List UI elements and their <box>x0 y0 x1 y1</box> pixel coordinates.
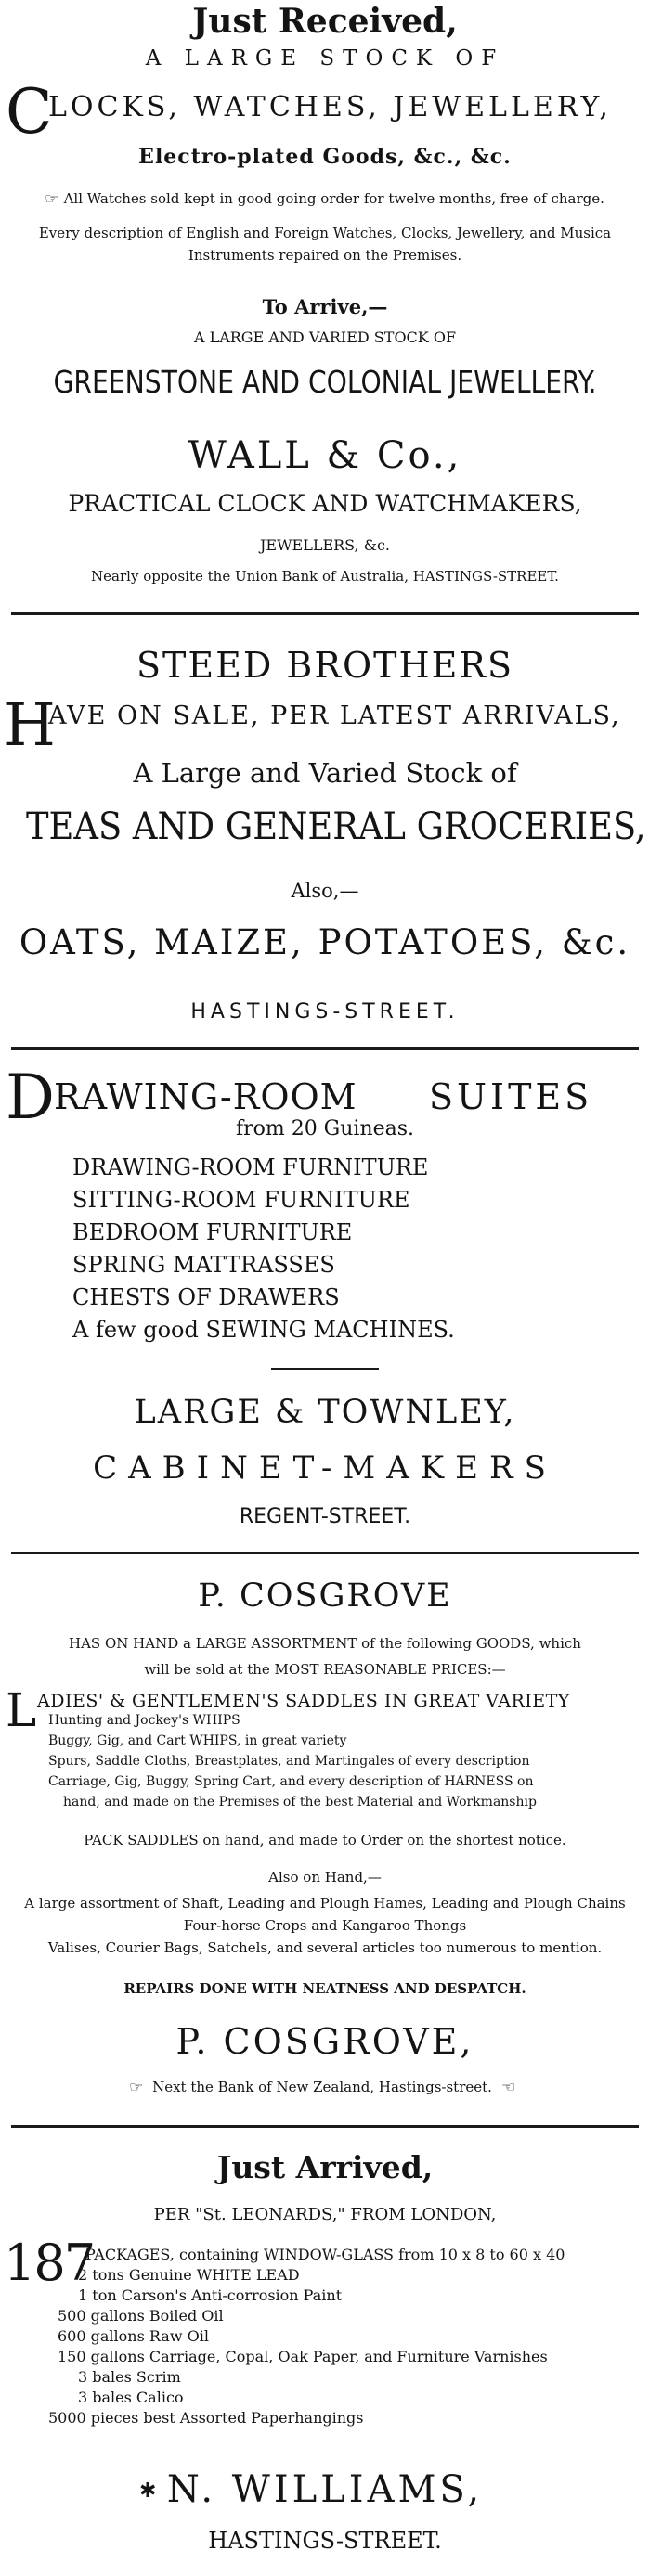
drop-cap-d: D <box>6 1062 55 1133</box>
williams-item: 500 gallons Boiled Oil <box>58 2307 224 2325</box>
repair-line-1: Every description of English and Foreign Watches, Clocks, Jewellery, and Musica <box>38 225 612 241</box>
williams-item: 3 bales Scrim <box>78 2368 181 2386</box>
also-on-hand-line: Also on Hand,— <box>268 1869 382 1886</box>
repairs-line: REPAIRS DONE WITH NEATNESS AND DESPATCH. <box>124 1980 526 1997</box>
drop-cap-c: C <box>6 76 53 148</box>
williams-street-line: HASTINGS-STREET. <box>208 2528 442 2554</box>
furniture-list-item: DRAWING-ROOM FURNITURE <box>72 1154 429 1180</box>
column-rule <box>11 2125 639 2128</box>
williams-item: 1 ton Carson's Anti-corrosion Paint <box>78 2286 343 2304</box>
cosgrove-list-item: Buggy, Gig, and Cart WHIPS, in great variety <box>48 1733 347 1748</box>
drop-cap-l: L <box>6 1683 37 1737</box>
williams-firm-name: N. WILLIAMS, <box>166 2468 484 2511</box>
cosgrove-list-item: Hunting and Jockey's WHIPS <box>48 1713 240 1728</box>
just-received-heading: Just Received, <box>192 2 458 41</box>
watches-note-text: All Watches sold kept in good going order for twelve months, free of charge. <box>63 190 604 207</box>
furniture-list-item: SPRING MATTRASSES <box>72 1252 335 1278</box>
watches-note <box>0 190 650 207</box>
furniture-list-item: BEDROOM FURNITURE <box>72 1219 353 1245</box>
williams-item: 5000 pieces best Assorted Paperhangings <box>48 2409 364 2427</box>
pointing-hand-icon: ☞ <box>128 2079 144 2095</box>
large-stock-line: A LARGE STOCK OF <box>145 46 505 71</box>
cosgrove-list-item: Carriage, Gig, Buggy, Spring Cart, and every description of HARNESS on <box>48 1774 534 1789</box>
column-rule <box>11 1552 639 1554</box>
per-st-leonards-line: PER "St. LEONARDS," FROM LONDON, <box>153 2205 497 2224</box>
oats-maize-potatoes: OATS, MAIZE, POTATOES, &c. <box>19 922 631 962</box>
ladies-saddles-line: ADIES' & GENTLEMEN'S SADDLES IN GREAT VARIETY <box>37 1691 570 1711</box>
williams-item: 3 bales Calico <box>78 2389 184 2406</box>
regent-street-line: REGENT-STREET. <box>239 1505 411 1528</box>
ornament-icon: ✱ <box>139 2479 157 2503</box>
cosgrove-intro-2: will be sold at the MOST REASONABLE PRICES:— <box>144 1661 506 1678</box>
williams-item: 2 tons Genuine WHITE LEAD <box>78 2266 300 2284</box>
hames-line-1: A large assortment of Shaft, Leading and Plough Hames, Leading and Plough Chains <box>24 1895 626 1912</box>
pointing-hand-icon: ☜ <box>500 2079 516 2095</box>
also-line: Also,— <box>291 880 359 902</box>
cosgrove-list-item: hand, and made on the Premises of the best Material and Workmanship <box>63 1795 537 1810</box>
suites-heading: SUITES <box>429 1076 593 1117</box>
electro-plated-goods: Electro-plated Goods, &c., &c. <box>138 145 512 169</box>
wall-address-line: Nearly opposite the Union Bank of Australia, HASTINGS-STREET. <box>91 568 559 585</box>
column-rule <box>11 1047 639 1050</box>
large-varied-line: A Large and Varied Stock of <box>133 757 517 789</box>
varied-stock-line: A LARGE AND VARIED STOCK OF <box>193 328 457 346</box>
to-arrive-line: To Arrive,— <box>262 295 388 318</box>
steed-brothers-name: STEED BROTHERS <box>136 645 514 686</box>
furniture-list-item: SITTING-ROOM FURNITURE <box>72 1187 410 1213</box>
clocks-watches-jewellery: LOCKS, WATCHES, JEWELLERY, <box>48 91 612 123</box>
wall-jewellers-line: JEWELLERS, &c. <box>259 536 391 554</box>
just-arrived-heading: Just Arrived, <box>216 2149 434 2185</box>
cosgrove-list-item: Spurs, Saddle Cloths, Breastplates, and Martingales of every description <box>48 1754 530 1769</box>
valises-line: Valises, Courier Bags, Satchels, and several articles too numerous to mention. <box>47 1939 603 1956</box>
williams-item: 150 gallons Carriage, Copal, Oak Paper, and Furniture Varnishes <box>58 2348 548 2365</box>
greenstone-heading: GREENSTONE AND COLONIAL JEWELLERY. <box>53 364 597 400</box>
column-rule <box>11 612 639 615</box>
repair-line-2: Instruments repaired on the Premises. <box>188 247 462 264</box>
cosgrove-heading: P. COSGROVE <box>198 1578 452 1615</box>
section-divider <box>271 1368 379 1370</box>
have-on-sale-line: AVE ON SALE, PER LATEST ARRIVALS, <box>48 702 621 730</box>
large-townley-firm-name: LARGE & TOWNLEY, <box>134 1394 516 1431</box>
furniture-list-item: CHESTS OF DRAWERS <box>72 1284 340 1310</box>
pack-saddles-line: PACK SADDLES on hand, and made to Order on the shortest notice. <box>84 1832 566 1848</box>
williams-item: 600 gallons Raw Oil <box>58 2327 209 2345</box>
wall-firm-name: WALL & Co., <box>188 434 462 477</box>
cosgrove-address-line <box>0 2079 650 2095</box>
drawing-room-heading: RAWING-ROOM <box>54 1076 358 1117</box>
window-glass-line: PACKAGES, containing WINDOW-GLASS from 10 x 8 to 60 x 40 <box>85 2246 566 2263</box>
drop-cap-h: H <box>4 691 56 760</box>
cosgrove-address-text: Next the Bank of New Zealand, Hastings-street. <box>152 2079 492 2095</box>
teas-groceries-heading: TEAS AND GENERAL GROCERIES, <box>26 805 646 848</box>
cosgrove-firm-name: P. COSGROVE, <box>176 2021 474 2062</box>
big-number-187: 187 <box>4 2234 95 2292</box>
from-guineas-line: from 20 Guineas. <box>235 1117 415 1140</box>
cosgrove-intro-1: HAS ON HAND a LARGE ASSORTMENT of the following GOODS, which <box>69 1635 581 1652</box>
furniture-list-item: A few good SEWING MACHINES. <box>72 1317 455 1343</box>
steed-street-line: HASTINGS-STREET. <box>190 1000 460 1024</box>
pointing-hand-icon: ☞ <box>45 190 59 207</box>
wall-trade-line: PRACTICAL CLOCK AND WATCHMAKERS, <box>68 490 582 517</box>
hames-line-2: Four-horse Crops and Kangaroo Thongs <box>183 1917 467 1934</box>
cabinet-makers-line: CABINET-MAKERS <box>93 1449 557 1487</box>
